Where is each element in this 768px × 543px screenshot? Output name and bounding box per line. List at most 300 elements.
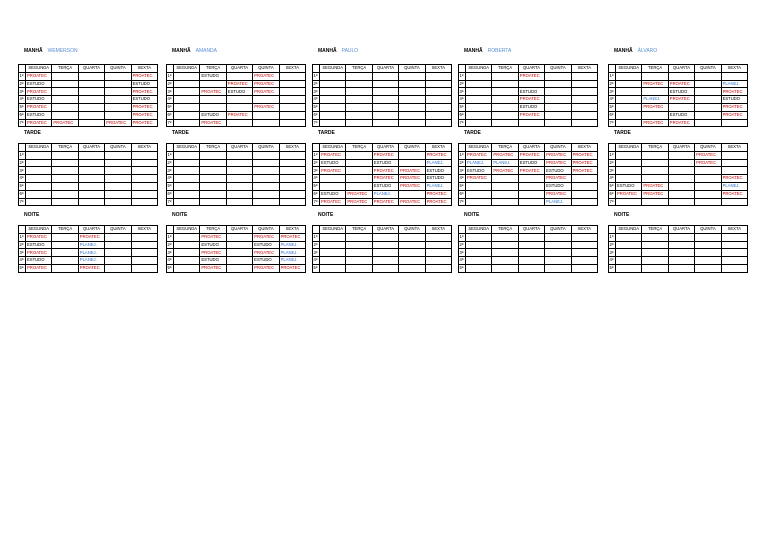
schedule-cell[interactable] [346,159,372,167]
schedule-cell[interactable] [518,241,544,249]
schedule-cell[interactable] [253,190,279,198]
schedule-cell[interactable] [492,119,518,127]
schedule-cell[interactable] [253,167,279,175]
schedule-cell[interactable] [226,241,252,249]
schedule-cell[interactable] [131,159,157,167]
schedule-cell[interactable] [346,233,372,241]
schedule-cell[interactable] [425,88,451,96]
schedule-cell[interactable] [200,182,226,190]
schedule-cell[interactable] [105,151,131,159]
schedule-cell[interactable] [518,249,544,257]
schedule-cell[interactable] [545,111,571,119]
schedule-cell[interactable] [492,190,518,198]
schedule-cell[interactable]: ESTUDO [518,159,544,167]
schedule-cell[interactable] [52,257,78,265]
schedule-cell[interactable] [616,241,642,249]
schedule-cell[interactable] [279,72,305,80]
schedule-cell[interactable] [425,257,451,265]
schedule-cell[interactable]: ESTUDO [668,88,694,96]
schedule-cell[interactable]: ESTUDO [518,103,544,111]
schedule-cell[interactable] [721,72,747,80]
schedule-cell[interactable]: PLANEJ. [545,198,571,206]
schedule-cell[interactable] [668,103,694,111]
schedule-cell[interactable] [131,167,157,175]
schedule-cell[interactable] [52,241,78,249]
schedule-cell[interactable] [253,175,279,183]
schedule-cell[interactable] [200,159,226,167]
schedule-cell[interactable] [372,249,398,257]
schedule-cell[interactable] [131,264,157,272]
schedule-cell[interactable] [399,72,425,80]
schedule-cell[interactable] [466,264,492,272]
schedule-cell[interactable] [174,151,200,159]
schedule-cell[interactable]: ESTUDO [545,167,571,175]
schedule-cell[interactable] [721,159,747,167]
schedule-cell[interactable]: PROATEC [200,119,226,127]
schedule-cell[interactable] [226,257,252,265]
schedule-cell[interactable]: ESTUDO [226,88,252,96]
schedule-cell[interactable] [721,241,747,249]
schedule-cell[interactable]: ESTUDO [253,241,279,249]
schedule-cell[interactable] [616,72,642,80]
schedule-cell[interactable] [372,80,398,88]
schedule-cell[interactable]: PROATEC [668,119,694,127]
schedule-cell[interactable]: ESTUDO [26,241,52,249]
schedule-cell[interactable] [174,103,200,111]
schedule-cell[interactable]: PROATEC [372,198,398,206]
schedule-cell[interactable] [78,198,104,206]
schedule-cell[interactable]: PROATEC [253,88,279,96]
schedule-cell[interactable] [78,103,104,111]
schedule-cell[interactable] [466,72,492,80]
schedule-cell[interactable] [320,241,346,249]
schedule-cell[interactable] [425,96,451,104]
schedule-cell[interactable]: PROATEC [668,96,694,104]
schedule-cell[interactable] [78,182,104,190]
schedule-cell[interactable]: PROATEC [616,190,642,198]
schedule-cell[interactable]: ESTUDO [545,182,571,190]
schedule-cell[interactable] [466,111,492,119]
schedule-cell[interactable]: ESTUDO [466,167,492,175]
schedule-cell[interactable]: PROATEC [26,233,52,241]
schedule-cell[interactable] [642,111,668,119]
schedule-cell[interactable] [466,103,492,111]
schedule-cell[interactable]: ESTUDO [721,96,747,104]
schedule-cell[interactable] [545,96,571,104]
schedule-cell[interactable] [616,111,642,119]
schedule-cell[interactable]: PROATEC [721,190,747,198]
schedule-cell[interactable] [668,190,694,198]
schedule-cell[interactable] [668,264,694,272]
schedule-cell[interactable] [372,88,398,96]
schedule-cell[interactable] [200,175,226,183]
schedule-cell[interactable] [372,103,398,111]
schedule-cell[interactable] [466,190,492,198]
schedule-cell[interactable]: PROATEC [518,111,544,119]
schedule-cell[interactable]: PROATEC [78,233,104,241]
schedule-cell[interactable] [425,233,451,241]
schedule-cell[interactable]: ESTUDO [131,80,157,88]
schedule-cell[interactable] [721,249,747,257]
schedule-cell[interactable]: ESTUDO [320,190,346,198]
schedule-cell[interactable]: PROATEC [399,167,425,175]
schedule-cell[interactable] [695,103,721,111]
schedule-cell[interactable] [320,233,346,241]
schedule-cell[interactable]: PLANEJ. [279,241,305,249]
schedule-cell[interactable] [399,111,425,119]
schedule-cell[interactable] [105,88,131,96]
schedule-cell[interactable]: PROATEC [200,249,226,257]
schedule-cell[interactable]: PROATEC [399,182,425,190]
schedule-cell[interactable]: PROATEC [131,88,157,96]
schedule-cell[interactable]: PROATEC [253,233,279,241]
schedule-cell[interactable] [616,96,642,104]
schedule-cell[interactable]: PROATEC [571,151,597,159]
schedule-cell[interactable] [492,264,518,272]
schedule-cell[interactable] [105,111,131,119]
schedule-cell[interactable]: PLANEJ. [78,257,104,265]
schedule-cell[interactable] [174,190,200,198]
schedule-cell[interactable] [279,103,305,111]
schedule-cell[interactable]: PROATEC [695,151,721,159]
schedule-cell[interactable] [52,103,78,111]
schedule-cell[interactable] [695,249,721,257]
schedule-cell[interactable] [226,103,252,111]
schedule-cell[interactable] [78,151,104,159]
schedule-cell[interactable] [320,111,346,119]
schedule-cell[interactable] [466,233,492,241]
schedule-cell[interactable]: PROATEC [372,167,398,175]
schedule-cell[interactable] [372,111,398,119]
schedule-cell[interactable] [253,96,279,104]
schedule-cell[interactable] [492,249,518,257]
schedule-cell[interactable] [279,119,305,127]
schedule-cell[interactable]: PROATEC [346,190,372,198]
schedule-cell[interactable]: PROATEC [279,264,305,272]
schedule-cell[interactable] [105,190,131,198]
schedule-cell[interactable]: PLANEJ. [466,159,492,167]
schedule-cell[interactable] [174,167,200,175]
schedule-cell[interactable] [78,111,104,119]
schedule-cell[interactable] [346,249,372,257]
schedule-cell[interactable] [226,151,252,159]
schedule-cell[interactable]: PLANEJ. [721,80,747,88]
schedule-cell[interactable]: PROATEC [226,80,252,88]
schedule-cell[interactable] [642,159,668,167]
schedule-cell[interactable] [399,257,425,265]
schedule-cell[interactable] [105,72,131,80]
schedule-cell[interactable]: PROATEC [642,182,668,190]
schedule-cell[interactable] [695,96,721,104]
schedule-cell[interactable] [492,257,518,265]
schedule-cell[interactable] [226,159,252,167]
schedule-cell[interactable] [279,198,305,206]
schedule-cell[interactable] [466,88,492,96]
schedule-cell[interactable] [616,264,642,272]
schedule-cell[interactable]: PLANEJ. [78,249,104,257]
schedule-cell[interactable] [346,111,372,119]
schedule-cell[interactable] [695,190,721,198]
schedule-cell[interactable]: PROATEC [131,72,157,80]
schedule-cell[interactable] [174,80,200,88]
schedule-cell[interactable]: PROATEC [518,96,544,104]
schedule-cell[interactable]: PROATEC [372,175,398,183]
schedule-cell[interactable] [518,80,544,88]
schedule-cell[interactable] [616,175,642,183]
schedule-cell[interactable]: PROATEC [466,151,492,159]
schedule-cell[interactable] [695,167,721,175]
schedule-cell[interactable] [372,96,398,104]
schedule-cell[interactable] [721,257,747,265]
schedule-cell[interactable]: PLANEJ. [492,159,518,167]
schedule-cell[interactable] [26,159,52,167]
schedule-cell[interactable] [78,159,104,167]
schedule-cell[interactable] [174,182,200,190]
schedule-cell[interactable]: ESTUDO [131,96,157,104]
schedule-cell[interactable]: PROATEC [545,151,571,159]
schedule-cell[interactable] [399,151,425,159]
schedule-cell[interactable] [616,198,642,206]
schedule-cell[interactable] [346,264,372,272]
schedule-cell[interactable] [642,175,668,183]
schedule-cell[interactable] [78,175,104,183]
schedule-cell[interactable] [545,249,571,257]
schedule-cell[interactable] [26,182,52,190]
schedule-cell[interactable]: PROATEC [131,119,157,127]
schedule-cell[interactable] [279,80,305,88]
schedule-cell[interactable] [425,111,451,119]
schedule-cell[interactable] [279,111,305,119]
schedule-cell[interactable] [425,241,451,249]
schedule-cell[interactable] [616,80,642,88]
schedule-cell[interactable]: PROATEC [425,190,451,198]
schedule-cell[interactable] [174,175,200,183]
schedule-cell[interactable] [668,159,694,167]
schedule-cell[interactable] [26,167,52,175]
schedule-cell[interactable] [105,241,131,249]
schedule-cell[interactable] [279,190,305,198]
schedule-cell[interactable]: PROATEC [642,119,668,127]
schedule-cell[interactable] [721,167,747,175]
schedule-cell[interactable] [226,190,252,198]
schedule-cell[interactable] [131,151,157,159]
schedule-cell[interactable]: PROATEC [545,159,571,167]
schedule-cell[interactable]: PROATEC [642,80,668,88]
schedule-cell[interactable]: PROATEC [200,88,226,96]
schedule-cell[interactable]: ESTUDO [372,159,398,167]
schedule-cell[interactable]: PROATEC [131,111,157,119]
schedule-cell[interactable] [642,233,668,241]
schedule-cell[interactable] [174,119,200,127]
schedule-cell[interactable] [226,175,252,183]
schedule-cell[interactable] [695,111,721,119]
schedule-cell[interactable] [279,96,305,104]
schedule-cell[interactable] [253,119,279,127]
schedule-cell[interactable] [668,241,694,249]
schedule-cell[interactable] [372,264,398,272]
schedule-cell[interactable] [105,167,131,175]
schedule-cell[interactable] [174,72,200,80]
schedule-cell[interactable] [200,103,226,111]
schedule-cell[interactable] [279,159,305,167]
schedule-cell[interactable] [642,264,668,272]
schedule-cell[interactable] [518,257,544,265]
schedule-cell[interactable] [52,111,78,119]
schedule-cell[interactable]: PROATEC [399,198,425,206]
schedule-cell[interactable]: PROATEC [253,264,279,272]
schedule-cell[interactable]: ESTUDO [253,257,279,265]
schedule-cell[interactable] [571,111,597,119]
schedule-cell[interactable] [174,249,200,257]
schedule-cell[interactable] [571,233,597,241]
schedule-cell[interactable] [571,96,597,104]
schedule-cell[interactable] [492,198,518,206]
schedule-cell[interactable] [346,119,372,127]
schedule-cell[interactable] [695,175,721,183]
schedule-cell[interactable] [545,264,571,272]
schedule-cell[interactable] [320,175,346,183]
schedule-cell[interactable] [253,159,279,167]
schedule-cell[interactable] [668,182,694,190]
schedule-cell[interactable] [399,96,425,104]
schedule-cell[interactable] [399,249,425,257]
schedule-cell[interactable]: PROATEC [571,167,597,175]
schedule-cell[interactable] [372,241,398,249]
schedule-cell[interactable]: ESTUDO [26,80,52,88]
schedule-cell[interactable] [200,167,226,175]
schedule-cell[interactable] [721,151,747,159]
schedule-cell[interactable] [642,249,668,257]
schedule-cell[interactable] [642,88,668,96]
schedule-cell[interactable]: ESTUDO [616,182,642,190]
schedule-cell[interactable] [346,167,372,175]
schedule-cell[interactable] [52,159,78,167]
schedule-cell[interactable] [105,159,131,167]
schedule-cell[interactable] [668,198,694,206]
schedule-cell[interactable] [52,72,78,80]
schedule-cell[interactable] [571,264,597,272]
schedule-cell[interactable] [695,257,721,265]
schedule-cell[interactable] [399,119,425,127]
schedule-cell[interactable]: PROATEC [26,249,52,257]
schedule-cell[interactable]: PROATEC [518,72,544,80]
schedule-cell[interactable]: PROATEC [545,175,571,183]
schedule-cell[interactable] [399,88,425,96]
schedule-cell[interactable] [52,198,78,206]
schedule-cell[interactable] [346,96,372,104]
schedule-cell[interactable] [668,167,694,175]
schedule-cell[interactable]: PROATEC [26,72,52,80]
schedule-cell[interactable]: PLANEJ. [425,159,451,167]
schedule-cell[interactable]: PLANEJ. [279,249,305,257]
schedule-cell[interactable] [616,103,642,111]
schedule-cell[interactable] [346,72,372,80]
schedule-cell[interactable] [26,175,52,183]
schedule-cell[interactable]: PROATEC [26,119,52,127]
schedule-cell[interactable]: ESTUDO [425,167,451,175]
schedule-cell[interactable] [616,159,642,167]
schedule-cell[interactable] [518,190,544,198]
schedule-cell[interactable] [52,264,78,272]
schedule-cell[interactable] [695,182,721,190]
schedule-cell[interactable] [399,103,425,111]
schedule-cell[interactable] [346,182,372,190]
schedule-cell[interactable] [721,264,747,272]
schedule-cell[interactable]: ESTUDO [26,96,52,104]
schedule-cell[interactable] [399,264,425,272]
schedule-cell[interactable] [492,103,518,111]
schedule-cell[interactable] [492,80,518,88]
schedule-cell[interactable] [492,96,518,104]
schedule-cell[interactable] [200,190,226,198]
schedule-cell[interactable] [695,198,721,206]
schedule-cell[interactable] [518,198,544,206]
schedule-cell[interactable] [372,257,398,265]
schedule-cell[interactable]: PROATEC [425,198,451,206]
schedule-cell[interactable] [26,151,52,159]
schedule-cell[interactable]: PROATEC [346,198,372,206]
schedule-cell[interactable]: PROATEC [52,119,78,127]
schedule-cell[interactable] [466,96,492,104]
schedule-cell[interactable] [642,72,668,80]
schedule-cell[interactable] [52,190,78,198]
schedule-cell[interactable] [616,233,642,241]
schedule-cell[interactable]: PROATEC [721,111,747,119]
schedule-cell[interactable] [425,103,451,111]
schedule-cell[interactable]: PROATEC [320,151,346,159]
schedule-cell[interactable] [226,119,252,127]
schedule-cell[interactable] [492,88,518,96]
schedule-cell[interactable] [642,198,668,206]
schedule-cell[interactable] [131,182,157,190]
schedule-cell[interactable] [253,151,279,159]
schedule-cell[interactable] [616,88,642,96]
schedule-cell[interactable] [226,72,252,80]
schedule-cell[interactable] [320,182,346,190]
schedule-cell[interactable] [26,198,52,206]
schedule-cell[interactable] [571,241,597,249]
schedule-cell[interactable] [52,249,78,257]
schedule-cell[interactable]: PLANEJ. [642,96,668,104]
schedule-cell[interactable] [174,198,200,206]
schedule-cell[interactable]: PROATEC [518,167,544,175]
schedule-cell[interactable] [320,80,346,88]
schedule-cell[interactable] [571,190,597,198]
schedule-cell[interactable]: PROATEC [105,119,131,127]
schedule-cell[interactable] [571,88,597,96]
schedule-cell[interactable] [226,198,252,206]
schedule-cell[interactable]: PROATEC [695,159,721,167]
schedule-cell[interactable] [279,175,305,183]
schedule-cell[interactable] [52,167,78,175]
schedule-cell[interactable] [616,151,642,159]
schedule-cell[interactable]: PROATEC [253,80,279,88]
schedule-cell[interactable] [642,151,668,159]
schedule-cell[interactable] [346,151,372,159]
schedule-cell[interactable] [545,80,571,88]
schedule-cell[interactable] [253,198,279,206]
schedule-cell[interactable]: PROATEC [26,264,52,272]
schedule-cell[interactable]: PROATEC [131,103,157,111]
schedule-cell[interactable] [78,119,104,127]
schedule-cell[interactable] [425,80,451,88]
schedule-cell[interactable] [695,80,721,88]
schedule-cell[interactable] [52,175,78,183]
schedule-cell[interactable]: PROATEC [200,264,226,272]
schedule-cell[interactable] [346,241,372,249]
schedule-cell[interactable] [616,119,642,127]
schedule-cell[interactable]: PLANEJ. [425,182,451,190]
